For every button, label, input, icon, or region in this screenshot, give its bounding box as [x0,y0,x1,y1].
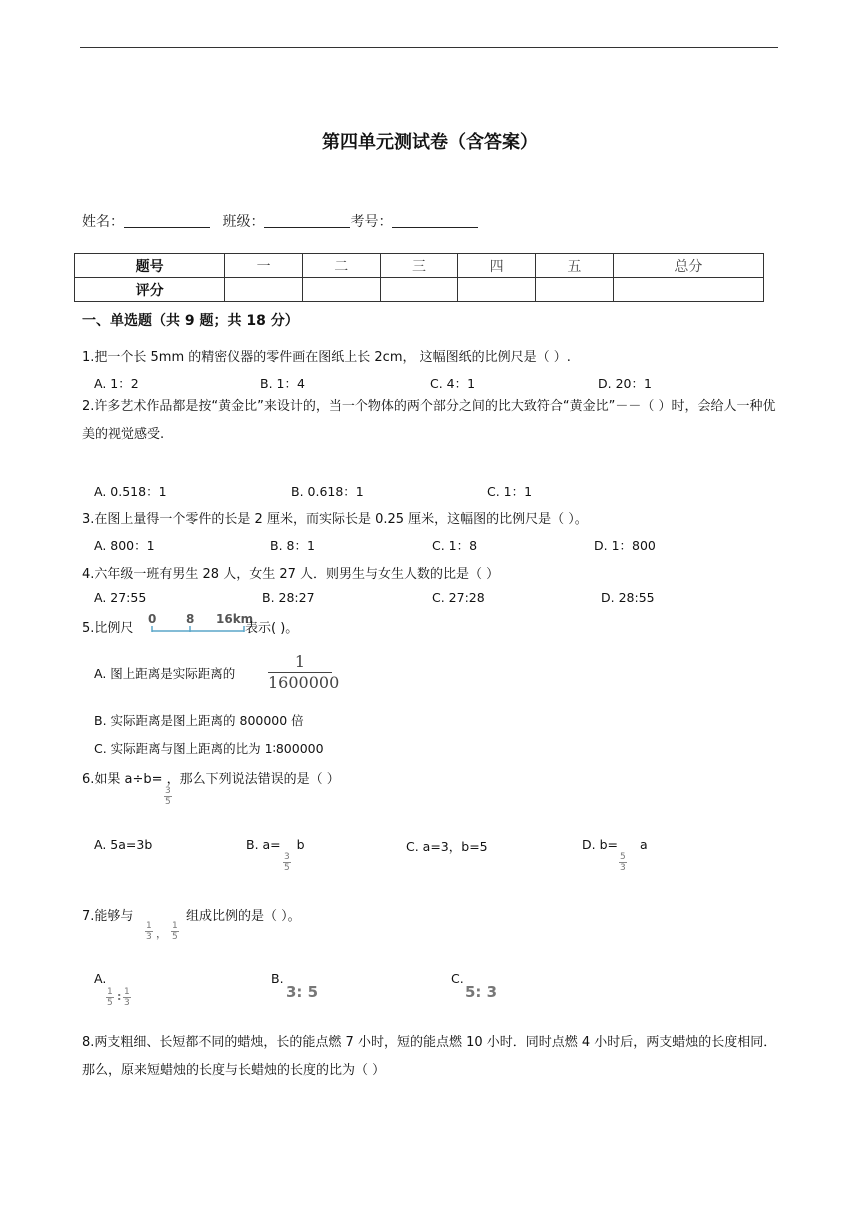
question-1: 1.把一个长 5mm 的精密仪器的零件画在图纸上长 2cm， 这幅图纸的比例尺是（ ）. [82,350,571,365]
q5-option-a-fraction [268,652,340,693]
q5-option-c[interactable]: C. 实际距离与图上距离的比为 1∶800000 [94,741,324,756]
score-cell[interactable] [536,278,614,302]
score-cell-header: 总分 [613,254,763,278]
fraction-denominator: 5 [172,932,178,942]
q7-option-b[interactable]: B. [271,971,284,986]
q6-option-c[interactable]: C. a=3，b=5 [406,839,488,854]
question-7-suffix: 组成比例的是（ ）。 [186,909,301,924]
fraction-numerator: 1 [107,987,113,997]
fraction-denominator: 3 [124,998,130,1008]
class-label: 班级： [222,214,265,230]
exam-number-label: 考号： [350,214,393,230]
score-cell[interactable] [458,278,536,302]
scale-bar-image [148,612,254,634]
q2-option-b[interactable]: B. 0.618：1 [291,484,364,499]
q3-option-a[interactable]: A. 800：1 [94,538,155,553]
question-5-suffix: 表示( )。 [245,621,299,636]
header-rule [80,47,778,48]
score-cell-header: 一 [225,254,303,278]
class-blank[interactable] [264,213,350,228]
question-7-prefix: 7.能够与 [82,909,134,924]
q1-option-b[interactable]: B. 1：4 [260,376,305,391]
fraction-numerator: 3 [284,852,290,862]
question-8: 8.两支粗细、长短都不同的蜡烛，长的能点燃 7 小时，短的能点燃 10 小时．同时点燃 4 小时后，两支蜡烛的长度相同．那么，原来短蜡烛的长度与长蜡烛的长度的比为（ ） [82,1035,777,1078]
q6-option-b-prefix: B. a= [246,837,281,852]
q2-option-c[interactable]: C. 1：1 [487,484,533,499]
fraction-denominator: 3 [146,932,152,942]
q6-option-d-prefix: D. b= [582,837,618,852]
score-row-label: 评分 [75,278,225,302]
score-cell-header: 三 [380,254,458,278]
q7-fraction-1 [145,921,153,942]
score-cell[interactable] [613,278,763,302]
question-6: 6.如果 a÷b= ，那么下列说法错误的是（ ） [82,772,340,787]
q7-option-a-colon: : [117,990,122,1003]
score-table-header-row [75,254,764,278]
q3-option-d[interactable]: D. 1：800 [594,538,656,553]
q1-option-c[interactable]: C. 4：1 [430,376,476,391]
fraction-numerator: 1 [172,921,178,931]
scale-label-16km: 16km [216,612,254,626]
name-blank[interactable] [124,213,210,228]
q4-option-c[interactable]: C. 27:28 [432,590,485,605]
q4-option-a[interactable]: A. 27:55 [94,590,147,605]
q6-option-a[interactable]: A. 5a=3b [94,837,153,852]
fraction-numerator: 5 [620,852,626,862]
fraction-numerator: 1 [124,987,130,997]
q2-option-a[interactable]: A. 0.518：1 [94,484,167,499]
section-title: 一、单选题（共 9 题；共 18 分） [82,313,299,329]
scale-label-8: 8 [186,612,195,626]
score-cell[interactable] [302,278,380,302]
q5-option-b[interactable]: B. 实际距离是图上距离的 800000 倍 [94,713,304,728]
q3-option-c[interactable]: C. 1：8 [432,538,478,553]
q1-option-a[interactable]: A. 1：2 [94,376,139,391]
q1-option-d[interactable]: D. 20：1 [598,376,652,391]
q6-option-b[interactable] [246,837,305,852]
q6-fraction [164,786,172,807]
question-3: 3.在图上量得一个零件的长是 2 厘米，而实际长是 0.25 厘米，这幅图的比例尺是（ ）。 [82,512,588,527]
page-title: 第四单元测试卷（含答案） [322,132,538,153]
q7-option-a-fraction-2 [123,987,131,1008]
student-info-line [82,211,478,231]
score-cell-header: 四 [458,254,536,278]
name-label: 姓名： [82,214,124,230]
q7-fraction-2 [171,921,179,942]
q7-option-a-fraction-1 [106,987,114,1008]
q6-option-d[interactable] [582,837,648,852]
q7-option-a[interactable]: A. [94,971,107,986]
question-2: 2.许多艺术作品都是按“黄金比”来设计的，当一个物体的两个部分之间的比大致符合“黄金比”－－（ ）时，会给人一种优美的视觉感受. [82,399,776,442]
fraction-denominator: 5 [284,863,290,873]
exam-number-blank[interactable] [392,213,478,228]
fraction-denominator: 1600000 [268,673,340,692]
score-table-score-row [75,278,764,302]
q3-option-b[interactable]: B. 8：1 [270,538,315,553]
q4-option-b[interactable]: B. 28:27 [262,590,315,605]
score-cell[interactable] [225,278,303,302]
q5-option-a[interactable]: A. 图上距离是实际距离的 [94,666,236,681]
q7-option-b-value: 3: 5 [286,983,319,1001]
fraction-numerator: 1 [146,921,152,931]
score-cell-header: 题号 [75,254,225,278]
question-4: 4.六年级一班有男生 28 人，女生 27 人．则男生与女生人数的比是（ ） [82,567,500,582]
fraction-numerator: 1 [268,652,332,673]
q7-option-c-value: 5: 3 [465,983,498,1001]
q6-option-d-fraction [619,852,627,873]
score-cell-header: 二 [302,254,380,278]
fraction-numerator: 3 [165,786,171,796]
q7-separator: ， [156,927,167,940]
q6-option-b-suffix: b [296,837,305,852]
fraction-denominator: 5 [165,797,171,807]
q6-option-d-suffix: a [639,837,648,852]
q4-option-d[interactable]: D. 28:55 [601,590,655,605]
scale-label-0: 0 [148,612,157,626]
fraction-denominator: 5 [107,998,113,1008]
score-cell[interactable] [380,278,458,302]
fraction-denominator: 3 [620,863,626,873]
score-cell-header: 五 [536,254,614,278]
q6-option-b-fraction [283,852,291,873]
question-5-prefix: 5.比例尺 [82,621,134,636]
score-table [74,253,764,302]
q7-option-c[interactable]: C. [451,971,464,986]
